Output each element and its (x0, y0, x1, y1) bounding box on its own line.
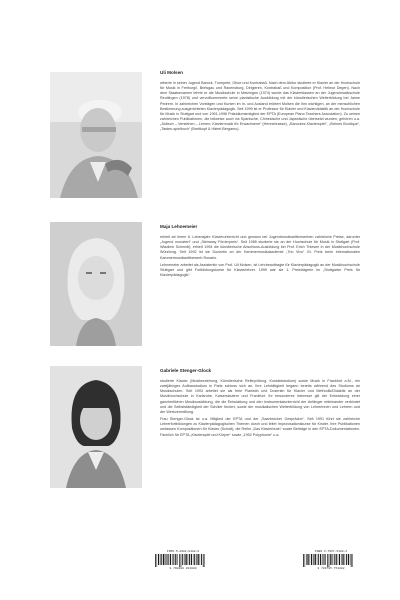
barcode-bars (154, 554, 212, 567)
bio-uli-molsen (160, 70, 360, 133)
portrait-photo-uli-molsen (50, 72, 142, 198)
barcode-top-text: ISMN M-2002-0488-0 (166, 550, 200, 553)
bio-maja-lehnemeier (160, 224, 360, 278)
bio-paragraph: wiberte in seiner Jugend Barock, Trompete, Oboe und Kontrabaß. Nach dem Abitur studierte er Klavier an der Hochschule für Musik in Freiburg/i. Breisgau und Ravensburg, Dirigieren, Kontrabaß und Komposition (Prof. Helmut Degen). Nach dem Staatsexamen lehrte er die Musikschule in Metzingen (1974) wurde das Klavierklassen an der Jugendmusikschule Reutlingen (1978) und vervollkommnete seine pianistische Ausbildung mit der künstlerischen Weiterbildung bei Jaime Pedrem. In zahlreichen Vorträgen und Kursen im In- und Ausland erörtert Molsen die ihm wichtigen, an der menschlichen Bestimmung ausgerichteten Klavierpädagogik. Seit 1999 ist er Professor für Klavier und Klavierdidaktik an der Hochschule für Musik in Stuttgart und von 1991-1996 Präsidiumsmitglied der EPTA (European Piano Teachers Association). Zu seinen zahlreichen Publikationen, die teilweise auch ins Spanische, Chinesische und Japanische übersetzt wurden, gehören u.a. „Jüdisch – Verstehen – Lernen; Klaviermusik für Erwachsene“ (Hennebrasse), „Barockes Klavierspiel“, „Kleines Boutique“, „Tasten-spielbuch“ (Breitkopf & Härtel Bergamo). (160, 81, 360, 132)
bio-paragraph: erhielt ab ihrem 6. Lebensjahr Klavierunterricht und gewann bei Jugendmusikwettbewerben zahlreiche Preise, darunter „Jugend musiziert“ und „Steinway Förderpreis“. Seit 1985 studierte sie an der Hochschule für Musik in Stuttgart (Prof. Wladimir Schmidt), erhielt 1994 die künstlerische Abschluss-Ausbildung bei Prof. Erich Thiesen in der Musikhochschule Würzburg. Seit 1992 ist sie Dozentin an der Kammermusikakademie „Trio Vivo“ Gt. Preis beim Internationalen Kammermusikwettbewerb Rosario. (160, 235, 360, 260)
bio-gabriele-stenger-glock (160, 368, 360, 438)
bio-name: Uli Molsen (160, 70, 183, 75)
bio-name: Maja Lehnemeier (160, 224, 198, 229)
barcode-number: 9 790200 204880 (169, 567, 197, 570)
barcode-bars (302, 554, 360, 567)
portrait-photo-gabriele-stenger-glock (50, 366, 142, 488)
bio-paragraph: Frau Stenger-Glock ist u.a. Mitglied der EPTA und der „Saarbrücker Gespräche“. Seit 1991 führt sie zahlreiche Lehrerfortbildungen zu Klavierpädagogischen Themen durch und leitet Improvisationskurse für Kinder. Ihre Publikationen umfassen Kompositionen für Klavier (Schott), die Reihe „Das Klavierbuch“ sowie Beiträge in den EPTA-Dokumentationen. Fachlich für EPTA „Klavierspiel und Körper“ sowie „1992 Polyphonie“ u.a. (160, 417, 360, 437)
bio-paragraph: Lehnemeier arbeitet als Assistentin von Prof. Uli Molsen, ist Lehrbeauftragte für Klavierpädagogik an der Musikhochschule Stuttgart und gibt Fortbildungskurse für Klavierlehrer. 1999 war sie 1. Preisträgerin im „Stuttgarter Preis für Klavierpädagogik“. (160, 262, 360, 278)
barcode-ismn (154, 550, 212, 572)
barcode-number: 9 783795 754882 (317, 567, 345, 570)
portrait-photo-maja-lehnemeier (50, 222, 142, 346)
barcode-top-text: ISBN 3-7957-5488-X (314, 550, 348, 553)
bio-name: Gabriele Stenger-Glock (160, 368, 212, 373)
barcode-isbn (302, 550, 360, 572)
bio-paragraph: studierte Klavier (Musikerziehung, Künstlerische Reifeprüfung, Kontaktstudium) sowie Musik in Frankfurt a.M., ein zweijähriges Aufbaustudium in Paris schloss sich an. Ihre Lehrtätigkeit begann bereits während des Studiums an Musikschulen. Seit 1993 arbeitet sie als freie Pianistin und Dozentin für Klavier und Methodik/Didaktik an der Musikhochschule in Karlsruhe, Kaiserslautern und Frankfurt. Ihr besonderes Interesse gilt der Entwicklung einer ganzheitlichen Musikausbildung, die die Entwicklung und den Instrumentalunterricht der Anfänger miteinander verbindet und die Selbstständigkeit der Schüler fördert, sowie der musikalischen Weiterbildung von Lehrerinnen und Lehrern und der Werkvermittlung. (160, 379, 360, 414)
